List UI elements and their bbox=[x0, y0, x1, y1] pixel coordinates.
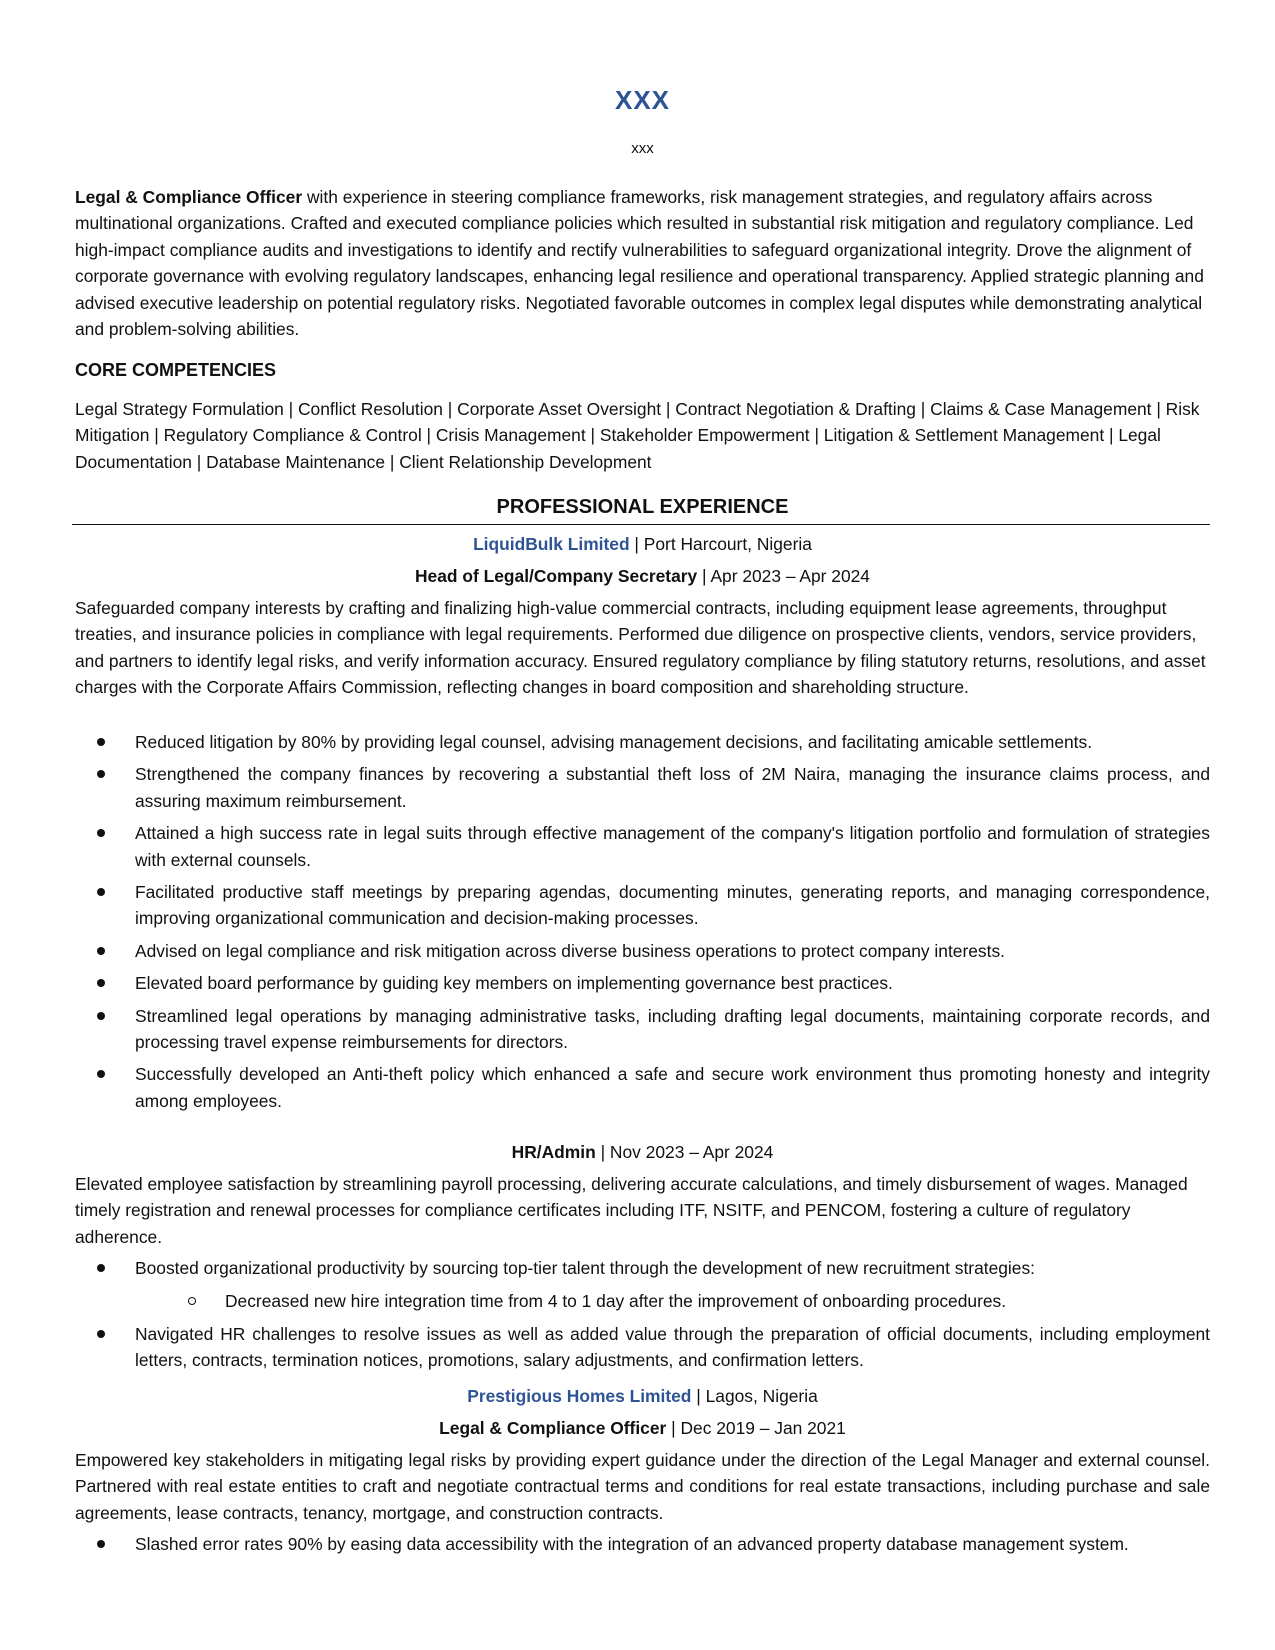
achievement-list bbox=[75, 1321, 1210, 1380]
company-name: LiquidBulk Limited bbox=[473, 534, 630, 554]
list-item: Elevated board performance by guiding key members on implementing governance best practices. bbox=[75, 970, 1210, 996]
bullet-icon bbox=[97, 1264, 105, 1272]
role-dates: | Nov 2023 – Apr 2024 bbox=[595, 1142, 774, 1162]
role-summary: Elevated employee satisfaction by streamlining payroll processing, delivering accurate calculations, and timely disbursement of wages. Managed timely registration and renewal processes for compliance certificates including ITF, NSITF, and PENCOM, fostering a culture of regulatory adherence. bbox=[75, 1174, 1188, 1247]
role-dates: | Dec 2019 – Jan 2021 bbox=[666, 1418, 846, 1438]
bullet-icon bbox=[97, 947, 105, 955]
role-summary: Safeguarded company interests by crafting and finalizing high-value commercial contracts, including equipment lease agreements, throughput treaties, and insurance policies in compliance with legal requirements. Performed due diligence on prospective clients, vendors, service providers, and partners to identify legal risks, and verify information accuracy. Ensured regulatory compliance by filing statutory returns, resolutions, and asset charges with the Corporate Affairs Commission, reflecting changes in board composition and shareholding structure. bbox=[75, 598, 1206, 698]
experience-heading: PROFESSIONAL EXPERIENCE bbox=[496, 496, 789, 518]
sub-list-item: Decreased new hire integration time from 4 to 1 day after the improvement of onboarding procedures. bbox=[75, 1288, 1210, 1314]
achievement-list bbox=[75, 1531, 1210, 1563]
core-competencies-list: Legal Strategy Formulation | Conflict Resolution | Corporate Asset Oversight | Contract Negotiation & Drafting | Claims & Case Management | Risk Mitigation | Regulatory Compliance & Control | Crisis Management | Stakeholder Empowerment | Litigation & Settlement Management | Legal Documentation | Database Maintenance | Client Relationship Development bbox=[75, 399, 1200, 472]
role-line bbox=[75, 1415, 1210, 1441]
professional-summary bbox=[75, 184, 1210, 342]
list-item: Attained a high success rate in legal suits through effective management of the company's litigation portfolio and formulation of strategies with external counsels. bbox=[75, 820, 1210, 873]
contact-line: xxx bbox=[631, 140, 654, 157]
role-line bbox=[75, 563, 1210, 589]
role-summary: Empowered key stakeholders in mitigating legal risks by providing expert guidance under the direction of the Legal Manager and external counsel. Partnered with real estate entities to craft and negotiate contractual terms and conditions for real estate transactions, including purchase and sale agreements, lease contracts, tenancy, mortgage, and construction contracts. bbox=[75, 1450, 1210, 1523]
company-name: Prestigious Homes Limited bbox=[467, 1386, 692, 1406]
section-divider bbox=[72, 524, 1210, 525]
core-competencies-heading: CORE COMPETENCIES bbox=[75, 360, 277, 380]
bullet-icon bbox=[97, 1330, 105, 1338]
list-item: Reduced litigation by 80% by providing legal counsel, advising management decisions, and facilitating amicable settlements. bbox=[75, 729, 1210, 755]
list-item: Successfully developed an Anti-theft policy which enhanced a safe and secure work environment thus promoting honesty and integrity among employees. bbox=[75, 1061, 1210, 1114]
list-item: Slashed error rates 90% by easing data accessibility with the integration of an advanced property database management system. bbox=[75, 1531, 1210, 1557]
role-line bbox=[75, 1139, 1210, 1165]
hollow-bullet-icon bbox=[188, 1297, 196, 1305]
summary-lead: Legal & Compliance Officer bbox=[75, 187, 303, 207]
bullet-icon bbox=[97, 770, 105, 778]
list-item: Navigated HR challenges to resolve issues as well as added value through the preparation of official documents, including employment letters, contracts, termination notices, promotions, salary adjustments, and confirmation letters. bbox=[75, 1321, 1210, 1374]
achievement-list bbox=[75, 1255, 1210, 1287]
bullet-icon bbox=[97, 1012, 105, 1020]
role-title: HR/Admin bbox=[511, 1142, 596, 1162]
list-item: Strengthened the company finances by recovering a substantial theft loss of 2M Naira, managing the insurance claims process, and assuring maximum reimbursement. bbox=[75, 761, 1210, 814]
bullet-icon bbox=[97, 1070, 105, 1078]
bullet-icon bbox=[97, 979, 105, 987]
candidate-name: XXX bbox=[614, 85, 671, 115]
role-title: Legal & Compliance Officer bbox=[439, 1418, 667, 1438]
list-item: Streamlined legal operations by managing administrative tasks, including drafting legal documents, maintaining corporate records, and processing travel expense reimbursements for directors. bbox=[75, 1003, 1210, 1056]
role-title: Head of Legal/Company Secretary bbox=[415, 566, 698, 586]
company-line bbox=[75, 1383, 1210, 1409]
bullet-icon bbox=[97, 738, 105, 746]
list-item: Facilitated productive staff meetings by preparing agendas, documenting minutes, generating reports, and managing correspondence, improving organizational communication and decision-making processes. bbox=[75, 879, 1210, 932]
list-item: Advised on legal compliance and risk mitigation across diverse business operations to protect company interests. bbox=[75, 938, 1210, 964]
bullet-icon bbox=[97, 888, 105, 896]
company-location: | Lagos, Nigeria bbox=[691, 1386, 818, 1406]
summary-text: with experience in steering compliance frameworks, risk management strategies, and regulatory affairs across multinational organizations. Crafted and executed compliance policies which resulted in substantial risk mitigation and regulatory compliance. Led high-impact compliance audits and investigations to identify and rectify vulnerabilities to safeguard organizational integrity. Drove the alignment of corporate governance with evolving regulatory landscapes, enhancing legal resilience and operational transparency. Applied strategic planning and advised executive leadership on potential regulatory risks. Negotiated favorable outcomes in complex legal disputes while demonstrating analytical and problem-solving abilities. bbox=[75, 187, 1204, 340]
list-item: Boosted organizational productivity by sourcing top-tier talent through the development of new recruitment strategies: bbox=[75, 1255, 1210, 1281]
bullet-icon bbox=[97, 829, 105, 837]
bullet-icon bbox=[97, 1540, 105, 1548]
company-location: | Port Harcourt, Nigeria bbox=[629, 534, 812, 554]
role-dates: | Apr 2023 – Apr 2024 bbox=[697, 566, 870, 586]
achievement-list bbox=[75, 729, 1210, 1120]
company-line bbox=[75, 531, 1210, 557]
